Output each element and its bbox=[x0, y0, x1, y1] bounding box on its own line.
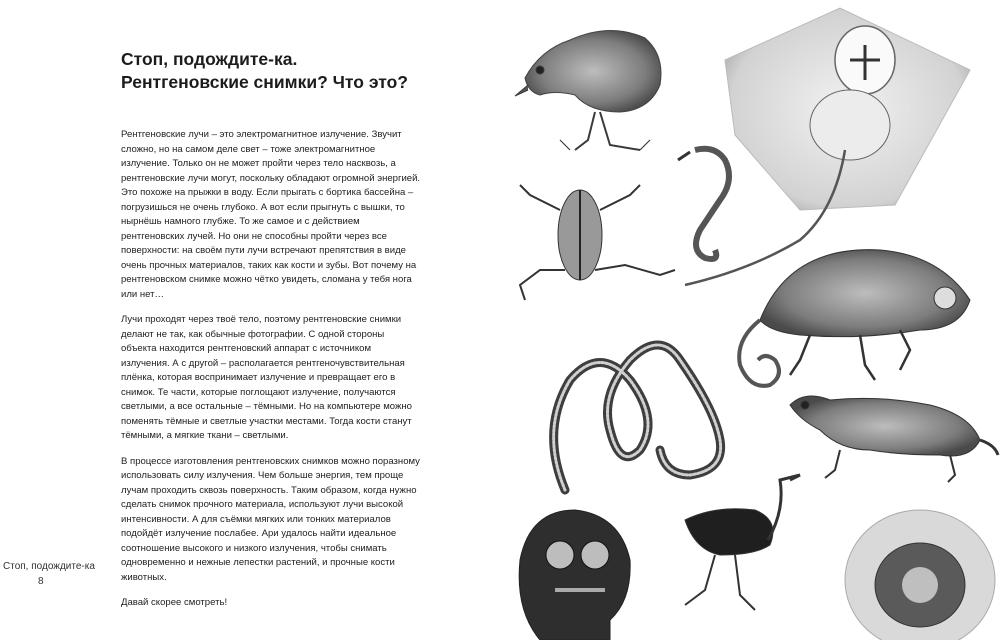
snake-xray bbox=[554, 345, 721, 490]
running-footer: Стоп, подождите-ка bbox=[3, 561, 95, 572]
frog-xray bbox=[520, 185, 675, 300]
chameleon-xray bbox=[739, 250, 970, 386]
page-title bbox=[121, 48, 451, 94]
title-line-2: Рентгеновские снимки? Что это? bbox=[121, 72, 408, 92]
bird-xray bbox=[515, 30, 661, 150]
paragraph-1: Рентгеновские лучи – это электромагнитное излучение. Звучит сложно, но на самом деле свет – тоже электромагнитное излучение. Только он не может пройти через тело насквозь, а рентгеновские лучи могут, поскольку обладают огромной энергией. Это похоже на прыжки в воду. Если прыгать с бортика бассейна – погрузишься не очень глубоко. А вот если прыгнуть с вышки, то нырнёшь намного глубже. То же самое и с действием рентгеновских лучей. Но они не способны пройти через все поверхности: на своём пути лучи встречают препятствия в виде очень прочных материалов, таких как кости и зубы. Вот почему на рентгеновском снимке можно чётко увидеть, сломана у тебя нога или нет… bbox=[121, 129, 421, 300]
paragraph-3: В процессе изготовления рентгеновских снимков можно поразному использовать силу излучения. Чем больше энергия, тем проще лучам проходить сквозь поверхность. Таким образом, когда нужно сделать снимок прочного материала, используют лучи высокой интенсивности. А для съёмки мягких или тонких материалов подойдёт излучение послабее. Ари удалось найти идеальное соотношение высокого и низкого излучения, чтобы снимать одновременно и нежные лепестки растений, и прочные кости животных. bbox=[121, 455, 420, 583]
paragraph-2: Лучи проходят через твоё тело, поэтому рентгеновские снимки делают не так, как обычные фотографии. С одной стороны объекта находится рентгеновский аппарат с источником излучения. А с другой – располагается рентгеночувствительная плёнка, которая воспринимает излучение и превращает его в снимок. Те части, которые поглощают излучение, получаются светлыми, а все остальные – тёмными. Но на компьютере можно поменять тёмные и светлые участки местами. Тогда кости станут тёмными, а мягкие ткани – светлыми. bbox=[121, 314, 412, 441]
title-line-1: Стоп, подождите-ка. bbox=[121, 49, 298, 69]
stingray-xray bbox=[685, 8, 970, 285]
xray-collage bbox=[500, 0, 1000, 640]
body-text bbox=[121, 128, 421, 622]
weasel-xray bbox=[790, 396, 998, 482]
monkey-skull-xray bbox=[519, 510, 630, 640]
seahorse-xray bbox=[678, 149, 729, 259]
heron-xray bbox=[685, 475, 800, 610]
page-number: 8 bbox=[38, 576, 44, 587]
flower-xray bbox=[845, 510, 995, 640]
paragraph-4: Давай скорее смотреть! bbox=[121, 597, 228, 608]
